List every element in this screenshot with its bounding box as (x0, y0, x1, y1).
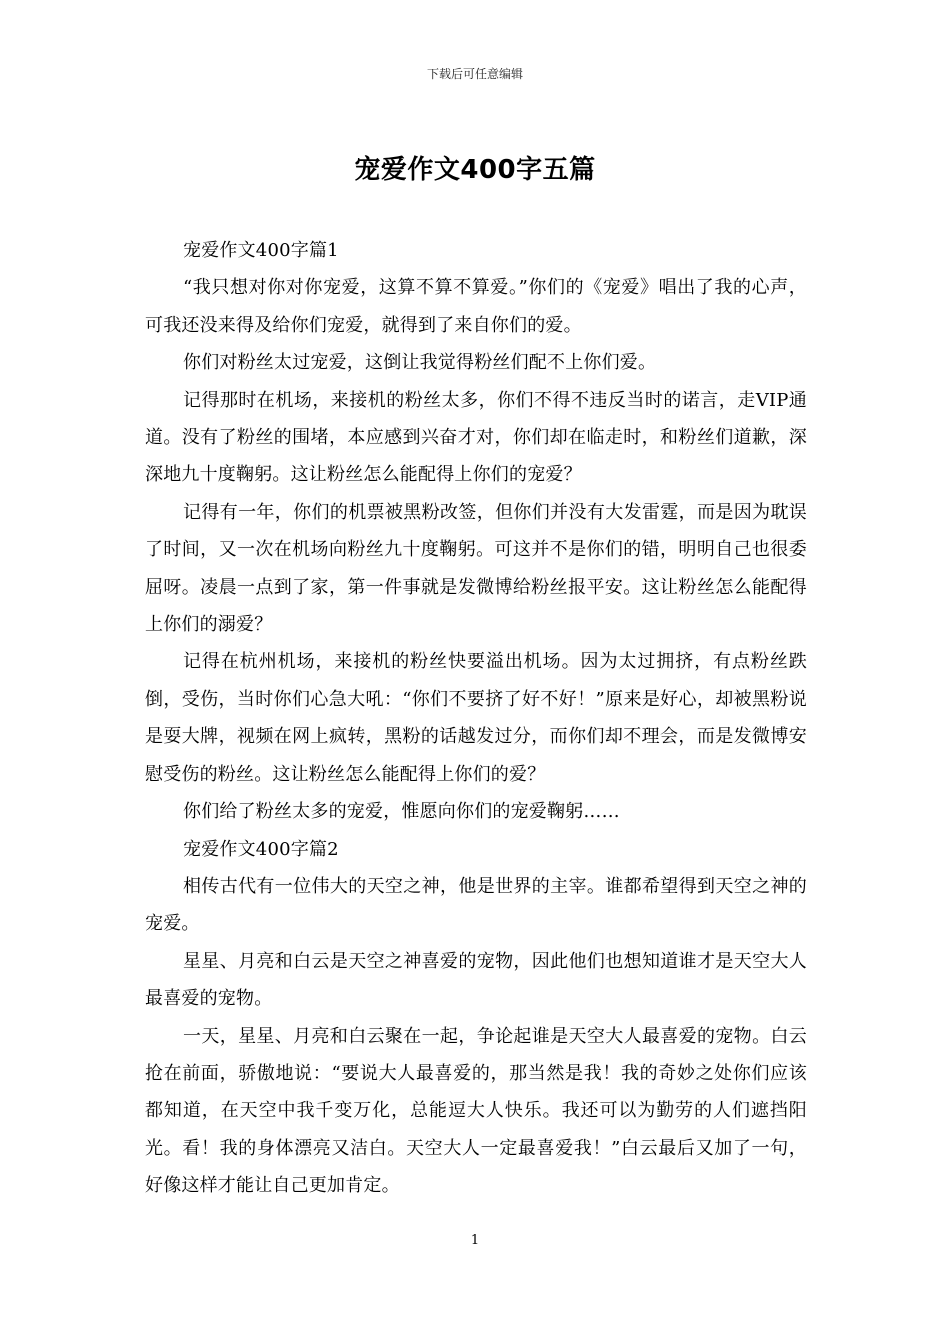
paragraph: 一天，星星、月亮和白云聚在一起，争论起谁是天空大人最喜爱的宠物。白云抢在前面，骄傲地说：“要说大人最喜爱的，那当然是我！我的奇妙之处你们应该都知道，在天空中我千变万化，总能逗大人快乐。我还可以为勤劳的人们遮挡阳光。看！我的身体漂亮又洁白。天空大人一定最喜爱我！”白云最后又加了一句，好像这样才能让自己更加肯定。 (145, 1025, 807, 1197)
paragraph: 相传古代有一位伟大的天空之神，他是世界的主宰。谁都希望得到天空之神的宠爱。 (145, 875, 807, 935)
document-body (145, 232, 807, 1205)
paragraph: 你们对粉丝太过宠爱，这倒让我觉得粉丝们配不上你们爱。 (183, 352, 657, 374)
section-heading-1: 宠爱作文400字篇1 (183, 240, 339, 261)
paragraph: 星星、月亮和白云是天空之神喜爱的宠物，因此他们也想知道谁才是天空大人最喜爱的宠物。 (145, 950, 807, 1010)
paragraph: 记得那时在机场，来接机的粉丝太多，你们不得不违反当时的诺言，走VIP通道。没有了粉丝的围堵，本应感到兴奋才对，你们却在临走时，和粉丝们道歉，深深地九十度鞠躬。这让粉丝怎么能配得上你们的宠爱？ (145, 389, 807, 486)
paragraph: 记得有一年，你们的机票被黑粉改签，但你们并没有大发雷霆，而是因为耽误了时间，又一次在机场向粉丝九十度鞠躬。可这并不是你们的错，明明自己也很委屈呀。凌晨一点到了家，第一件事就是发微博给粉丝报平安。这让粉丝怎么能配得上你们的溺爱？ (145, 501, 807, 636)
paragraph: 你们给了粉丝太多的宠爱，惟愿向你们的宠爱鞠躬…… (183, 801, 620, 823)
document-title: 宠爱作文400字五篇 (354, 155, 596, 185)
page-header: 下载后可任意编辑 (426, 67, 523, 81)
section-heading-2: 宠爱作文400字篇2 (183, 838, 339, 860)
paragraph: “我只想对你对你宠爱，这算不算不算爱。”你们的《宠爱》唱出了我的心声，可我还没来得及给你们宠爱，就得到了来自你们的爱。 (145, 277, 807, 336)
paragraph: 记得在杭州机场，来接机的粉丝快要溢出机场。因为太过拥挤，有点粉丝跌倒，受伤，当时你们心急大吼：“你们不要挤了好不好！”原来是好心，却被黑粉说是耍大牌，视频在网上疯转，黑粉的话越发过分，而你们却不理会，而是发微博安慰受伤的粉丝。这让粉丝怎么能配得上你们的爱？ (145, 651, 807, 785)
page-number: 1 (470, 1233, 480, 1248)
